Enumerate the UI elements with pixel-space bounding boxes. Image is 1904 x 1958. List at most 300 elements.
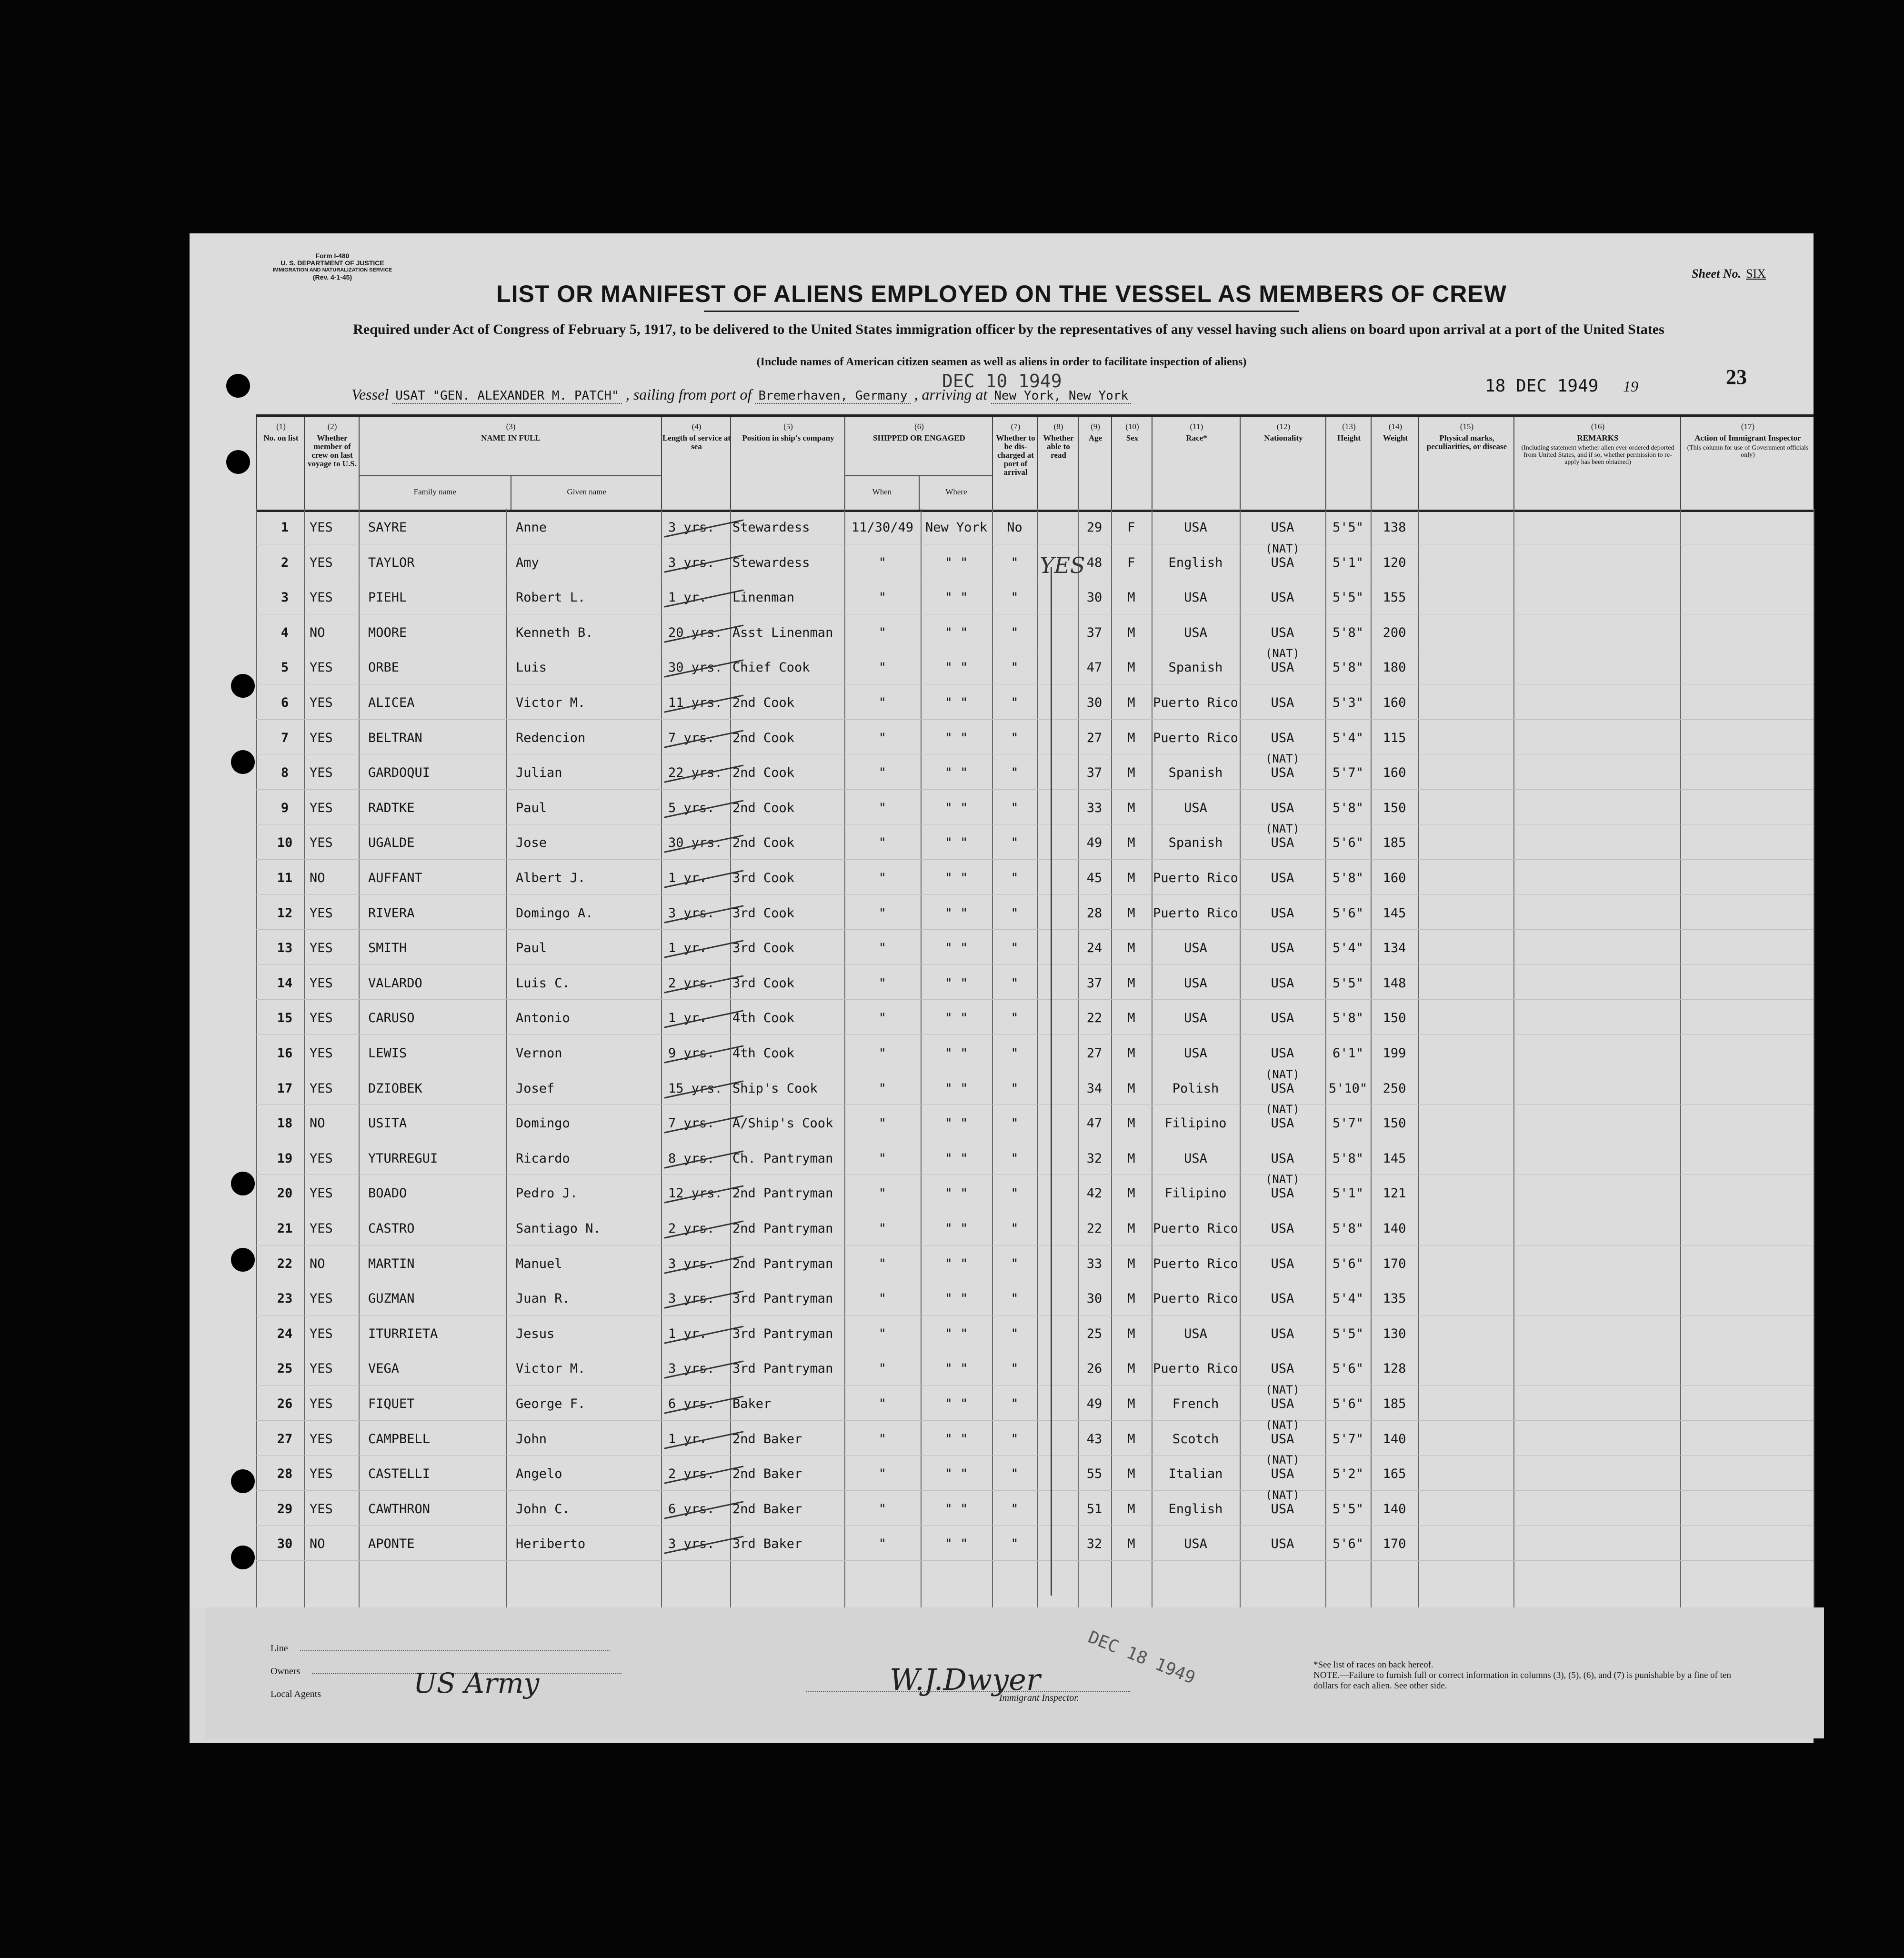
column-header-4 (661, 417, 731, 510)
cell-weight: 150 (1383, 1116, 1406, 1131)
cell-race: English (1168, 1501, 1223, 1516)
cell-prev: YES (310, 1396, 333, 1411)
cell-prev: YES (310, 1291, 333, 1306)
cell-discharged: " (1011, 590, 1019, 605)
cell-prev: YES (310, 555, 333, 570)
cell-where: " " (944, 555, 968, 570)
cell-given: Vernon (516, 1046, 562, 1061)
table-row (256, 1140, 1814, 1175)
cell-position: 3rd Cook (732, 871, 795, 885)
cell-sex: M (1127, 1151, 1135, 1166)
cell-race: Puerto Rico (1153, 905, 1238, 921)
cell-age: 47 (1086, 1116, 1102, 1131)
table-row (256, 1525, 1814, 1561)
cell-where: " " (944, 1431, 968, 1446)
cell-prev: NO (310, 871, 325, 885)
read-ditto-line (1051, 567, 1052, 1596)
cell-sex: M (1127, 835, 1135, 851)
column-number: (11) (1190, 422, 1203, 431)
cell-position: 2nd Cook (732, 730, 795, 745)
cell-height: 5'8" (1332, 1151, 1364, 1166)
column-number: (17) (1741, 422, 1755, 431)
column-header-13 (1325, 417, 1372, 510)
cell-discharged: " (1011, 1501, 1019, 1516)
cell-no: 7 (281, 730, 289, 745)
cell-no: 9 (281, 800, 289, 815)
cell-where: " " (944, 660, 968, 675)
cell-service: 20 yrs. (668, 625, 722, 640)
cell-prev: NO (310, 1536, 325, 1552)
cell-height: 5'4" (1332, 1291, 1364, 1306)
cell-nationality-prefix: (NAT) (1265, 1488, 1300, 1502)
cell-where: " " (944, 1326, 968, 1341)
cell-prev: YES (310, 800, 333, 815)
form-service: IMMIGRATION AND NATURALIZATION SERVICE (272, 267, 392, 273)
cell-family: CASTRO (368, 1221, 415, 1236)
column-number: (5) (783, 422, 793, 431)
cell-position: 2nd Pantryman (732, 1256, 833, 1271)
cell-when: " (878, 835, 887, 851)
column-header-10 (1111, 417, 1152, 510)
cell-age: 29 (1086, 520, 1102, 535)
cell-sex: M (1127, 660, 1135, 675)
cell-service: 3 yrs. (668, 1291, 715, 1306)
column-number: (12) (1276, 422, 1291, 431)
vessel-label: Vessel (351, 386, 389, 403)
cell-nationality: USA (1271, 975, 1294, 991)
cell-height: 5'10" (1328, 1081, 1368, 1096)
cell-service: 22 yrs. (668, 765, 722, 781)
cell-position: 2nd Cook (732, 835, 795, 851)
cell-nationality: USA (1271, 835, 1294, 851)
cell-no: 25 (277, 1361, 293, 1376)
column-label: Weight (1383, 433, 1408, 442)
cell-no: 11 (277, 871, 293, 885)
cell-discharged: " (1011, 1466, 1019, 1482)
cell-prev: YES (310, 1046, 333, 1061)
arriving-label: , arriving at (914, 386, 988, 403)
cell-nationality: USA (1271, 1011, 1294, 1026)
cell-prev: YES (310, 1326, 333, 1341)
cell-position: 3rd Pantryman (732, 1291, 833, 1306)
cell-sex: M (1127, 1011, 1135, 1026)
cell-age: 32 (1086, 1536, 1102, 1552)
cell-family: TAYLOR (368, 555, 415, 570)
cell-race: Spanish (1168, 835, 1223, 851)
column-header-16 (1513, 417, 1681, 510)
cell-height: 5'3" (1332, 695, 1364, 710)
cell-height: 5'1" (1332, 555, 1364, 570)
cell-where: " " (944, 835, 968, 851)
cell-no: 13 (277, 941, 293, 956)
column-label: REMARKS (1577, 433, 1619, 442)
cell-position: 4th Cook (732, 1011, 795, 1026)
cell-given: Ricardo (516, 1151, 570, 1166)
cell-age: 32 (1086, 1151, 1102, 1166)
page-number: 23 (1726, 365, 1747, 389)
cell-sex: M (1127, 1081, 1135, 1096)
cell-race: USA (1184, 590, 1207, 605)
cell-discharged: No (1007, 520, 1022, 535)
form-rev: (Rev. 4-1-45) (312, 273, 352, 281)
cell-family: VALARDO (368, 975, 422, 991)
column-number: (15) (1460, 422, 1474, 431)
cell-discharged: " (1011, 835, 1019, 851)
title-rule (704, 311, 1299, 312)
cell-discharged: " (1011, 941, 1019, 956)
cell-given: Kenneth B. (516, 625, 593, 640)
cell-weight: 250 (1383, 1081, 1406, 1096)
cell-when: " (878, 1361, 887, 1376)
cell-nationality: USA (1271, 1256, 1294, 1271)
cell-prev: NO (310, 1116, 325, 1131)
column-header-2 (304, 417, 360, 510)
local-agents-label: Local Agents (271, 1689, 321, 1699)
column-header-14 (1371, 417, 1419, 510)
cell-age: 43 (1086, 1431, 1102, 1446)
cell-nationality: USA (1271, 660, 1294, 675)
cell-sex: M (1127, 1466, 1135, 1482)
cell-where: " " (944, 1501, 968, 1516)
cell-when: " (878, 590, 887, 605)
cell-service: 5 yrs. (668, 800, 715, 815)
column-header-12 (1240, 417, 1326, 510)
document-subtitle: Required under Act of Congress of February 5, 1917, to be delivered to the United States immigration officer by the representatives of any vessel having such aliens on board upon arrival at a port of the United States (353, 321, 1664, 337)
cell-age: 30 (1086, 695, 1102, 710)
column-header-row (256, 414, 1814, 512)
cell-when: " (878, 1186, 887, 1201)
cell-race: Scotch (1172, 1431, 1219, 1446)
cell-where: " " (944, 730, 968, 745)
table-row (256, 824, 1814, 860)
cell-given: Heriberto (516, 1536, 586, 1552)
cell-sex: M (1127, 1326, 1135, 1341)
cell-family: MARTIN (368, 1256, 415, 1271)
column-number: (14) (1388, 422, 1403, 431)
cell-family: BELTRAN (368, 730, 422, 745)
cell-nationality: USA (1271, 1291, 1294, 1306)
cell-given: Luis C. (516, 975, 570, 991)
cell-position: Stewardess (732, 520, 810, 535)
column-label: Sex (1126, 433, 1139, 442)
cell-nationality: USA (1271, 1326, 1294, 1341)
cell-nationality: USA (1271, 1081, 1294, 1096)
cell-weight: 180 (1383, 660, 1406, 675)
cell-service: 1 yr. (668, 1011, 707, 1026)
cell-position: Asst Linenman (732, 625, 833, 640)
cell-age: 37 (1086, 765, 1102, 781)
cell-given: Paul (516, 800, 547, 815)
cell-family: CAMPBELL (368, 1431, 431, 1446)
table-row (256, 544, 1814, 580)
cell-weight: 145 (1383, 905, 1406, 921)
table-row (256, 1385, 1814, 1421)
cell-position: Chief Cook (732, 660, 810, 675)
cell-family: CAWTHRON (368, 1501, 431, 1516)
cell-service: 2 yrs. (668, 1466, 715, 1482)
cell-nationality: USA (1271, 1361, 1294, 1376)
punch-hole (231, 1469, 255, 1493)
column-header-1 (256, 417, 305, 510)
cell-prev: YES (310, 520, 333, 535)
cell-nationality-prefix: (NAT) (1265, 1383, 1300, 1396)
column-label: Action of Immigrant Inspector (1694, 433, 1801, 442)
cell-discharged: " (1011, 1256, 1019, 1271)
cell-weight: 120 (1383, 555, 1406, 570)
cell-discharged: " (1011, 1326, 1019, 1341)
line-field-blank (300, 1650, 610, 1651)
column-number: (10) (1125, 422, 1139, 431)
cell-race: USA (1184, 1536, 1207, 1552)
form-header (261, 252, 404, 281)
cell-discharged: " (1011, 1396, 1019, 1411)
cell-race: Filipino (1164, 1186, 1227, 1201)
cell-prev: YES (310, 835, 333, 851)
cell-given: Jesus (516, 1326, 555, 1341)
column-subheaders (360, 475, 662, 510)
cell-sex: M (1127, 975, 1135, 991)
cell-weight: 134 (1383, 941, 1406, 956)
cell-family: VEGA (368, 1361, 400, 1376)
cell-nationality: USA (1271, 1186, 1294, 1201)
cell-height: 5'6" (1332, 905, 1364, 921)
vessel-name: USAT "GEN. ALEXANDER M. PATCH" (392, 389, 622, 404)
cell-service: 1 yr. (668, 871, 707, 885)
crew-table (256, 509, 1814, 1607)
column-label: Nationality (1264, 433, 1303, 442)
read-yes-handwritten: YES (1040, 552, 1085, 578)
cell-no: 6 (281, 695, 289, 710)
cell-age: 33 (1086, 800, 1102, 815)
line-label: Line (271, 1643, 288, 1654)
column-label: Position in ship's company (742, 433, 834, 442)
cell-when: " (878, 660, 887, 675)
cell-height: 5'5" (1332, 520, 1364, 535)
table-row (256, 894, 1814, 930)
cell-nationality: USA (1271, 1116, 1294, 1131)
table-row (256, 719, 1814, 755)
cell-age: 49 (1086, 835, 1102, 851)
cell-sex: M (1127, 1221, 1135, 1236)
cell-when: " (878, 1046, 887, 1061)
cell-prev: YES (310, 1221, 333, 1236)
punch-hole (231, 1172, 255, 1195)
cell-no: 24 (277, 1326, 293, 1341)
cell-given: Redencion (516, 730, 586, 745)
column-header-7 (992, 417, 1038, 510)
cell-given: Domingo A. (516, 905, 593, 921)
table-row (256, 1067, 1814, 1105)
cell-prev: YES (310, 1361, 333, 1376)
cell-discharged: " (1011, 695, 1019, 710)
cell-race: Spanish (1168, 765, 1223, 781)
cell-where: " " (944, 625, 968, 640)
cell-nationality: USA (1271, 590, 1294, 605)
cell-service: 12 yrs. (668, 1186, 722, 1201)
cell-discharged: " (1011, 1046, 1019, 1061)
cell-sex: M (1127, 800, 1135, 815)
cell-where: " " (944, 1116, 968, 1131)
manifest-sheet (190, 233, 1814, 1743)
cell-sex: M (1127, 1431, 1135, 1446)
cell-height: 5'5" (1332, 1501, 1364, 1516)
cell-weight: 128 (1383, 1361, 1406, 1376)
cell-sex: M (1127, 1396, 1135, 1411)
cell-service: 1 yr. (668, 1431, 707, 1446)
cell-where: " " (944, 1396, 968, 1411)
table-row (256, 754, 1814, 790)
cell-weight: 199 (1383, 1046, 1406, 1061)
cell-nationality-prefix: (NAT) (1265, 1453, 1300, 1467)
punch-hole (226, 374, 250, 398)
cell-nationality: USA (1271, 1536, 1294, 1552)
cell-age: 33 (1086, 1256, 1102, 1271)
sailing-port: Bremerhaven, Germany (755, 389, 910, 404)
cell-no: 17 (277, 1081, 293, 1096)
cell-service: 3 yrs. (668, 520, 715, 535)
cell-service: 15 yrs. (668, 1081, 722, 1096)
table-row (256, 649, 1814, 684)
cell-nationality-prefix: (NAT) (1265, 1067, 1300, 1081)
punch-hole (231, 1546, 255, 1569)
cell-height: 5'7" (1332, 765, 1364, 781)
cell-discharged: " (1011, 975, 1019, 991)
cell-position: 2nd Pantryman (732, 1186, 833, 1201)
cell-where: " " (944, 941, 968, 956)
cell-sex: M (1127, 695, 1135, 710)
cell-discharged: " (1011, 1116, 1019, 1131)
column-subnote: (Including statement whether alien ever ordered deported from United States, and if so, whether permission to re-apply has been obtained) (1521, 444, 1674, 466)
cell-given: Victor M. (516, 1361, 586, 1376)
cell-discharged: " (1011, 1186, 1019, 1201)
cell-service: 11 yrs. (668, 695, 722, 710)
cell-when: " (878, 1256, 887, 1271)
cell-age: 34 (1086, 1081, 1102, 1096)
cell-nationality: USA (1271, 1431, 1294, 1446)
cell-family: RADTKE (368, 800, 415, 815)
cell-service: 6 yrs. (668, 1501, 715, 1516)
date-stamp-bottom: DEC 18 1949 (1085, 1627, 1198, 1688)
cell-nationality: USA (1271, 941, 1294, 956)
cell-position: Ship's Cook (732, 1081, 818, 1096)
cell-position: 3rd Cook (732, 975, 795, 991)
cell-when: " (878, 941, 887, 956)
column-label: Whether able to read (1043, 433, 1074, 460)
cell-nationality-prefix: (NAT) (1265, 752, 1300, 766)
column-label: No. on list (263, 433, 299, 442)
cell-discharged: " (1011, 800, 1019, 815)
cell-family: GUZMAN (368, 1291, 415, 1306)
punch-hole (231, 750, 255, 774)
column-subheader: Given name (511, 476, 662, 510)
column-number: (6) (914, 422, 924, 431)
column-header-6 (844, 417, 993, 510)
cell-height: 5'7" (1332, 1431, 1364, 1446)
cell-when: " (878, 625, 887, 640)
cell-sex: M (1127, 1256, 1135, 1271)
cell-given: Juan R. (516, 1291, 570, 1306)
cell-family: BOADO (368, 1186, 407, 1201)
cell-when: " (878, 1151, 887, 1166)
table-row (256, 789, 1814, 825)
cell-weight: 165 (1383, 1466, 1406, 1482)
cell-discharged: " (1011, 1291, 1019, 1306)
cell-given: George F. (516, 1396, 586, 1411)
cell-weight: 140 (1383, 1431, 1406, 1446)
cell-where: New York (925, 520, 988, 535)
cell-weight: 170 (1383, 1536, 1406, 1552)
cell-no: 20 (277, 1186, 293, 1201)
cell-race: USA (1184, 941, 1207, 956)
cell-nationality: USA (1271, 520, 1294, 535)
punch-hole (231, 1248, 255, 1272)
table-row (256, 1490, 1814, 1526)
cell-family: FIQUET (368, 1396, 415, 1411)
cell-service: 3 yrs. (668, 1361, 715, 1376)
cell-sex: M (1127, 1186, 1135, 1201)
cell-no: 23 (277, 1291, 293, 1306)
cell-prev: YES (310, 730, 333, 745)
cell-family: ITURRIETA (368, 1326, 438, 1341)
cell-discharged: " (1011, 730, 1019, 745)
column-number: (13) (1342, 422, 1356, 431)
cell-weight: 121 (1383, 1186, 1406, 1201)
cell-no: 19 (277, 1151, 293, 1166)
cell-height: 5'8" (1332, 1221, 1364, 1236)
cell-position: 2nd Cook (732, 800, 795, 815)
cell-when: " (878, 765, 887, 781)
column-label: Physical marks, peculiarities, or disease (1426, 433, 1507, 451)
cell-sex: M (1127, 1046, 1135, 1061)
cell-where: " " (944, 1081, 968, 1096)
cell-nationality: USA (1271, 730, 1294, 745)
cell-nationality-prefix: (NAT) (1265, 647, 1300, 661)
line-field (271, 1643, 610, 1654)
cell-height: 5'6" (1332, 1361, 1364, 1376)
cell-when: " (878, 1081, 887, 1096)
cell-height: 5'5" (1332, 1326, 1364, 1341)
cell-family: ALICEA (368, 695, 415, 710)
column-label: Whether to be dis-charged at port of arrival (996, 433, 1035, 477)
cell-prev: YES (310, 905, 333, 921)
cell-weight: 155 (1383, 590, 1406, 605)
cell-age: 42 (1086, 1186, 1102, 1201)
column-header-8 (1037, 417, 1079, 510)
cell-no: 27 (277, 1431, 293, 1446)
cell-nationality: USA (1271, 871, 1294, 885)
cell-service: 3 yrs. (668, 905, 715, 921)
table-row (256, 1105, 1814, 1140)
cell-discharged: " (1011, 660, 1019, 675)
cell-given: Julian (516, 765, 562, 781)
cell-age: 22 (1086, 1221, 1102, 1236)
table-row (256, 509, 1814, 544)
cell-race: Puerto Rico (1153, 730, 1238, 745)
column-header-3 (359, 417, 662, 510)
cell-where: " " (944, 1361, 968, 1376)
table-row (256, 1315, 1814, 1351)
cell-where: " " (944, 590, 968, 605)
cell-sex: M (1127, 765, 1135, 781)
cell-nationality-prefix: (NAT) (1265, 1418, 1300, 1432)
cell-height: 6'1" (1332, 1046, 1364, 1061)
cell-position: 2nd Baker (732, 1501, 802, 1516)
cell-family: AUFFANT (368, 871, 422, 885)
cell-race: USA (1184, 1151, 1207, 1166)
cell-race: USA (1184, 975, 1207, 991)
cell-weight: 130 (1383, 1326, 1406, 1341)
cell-weight: 150 (1383, 1011, 1406, 1026)
